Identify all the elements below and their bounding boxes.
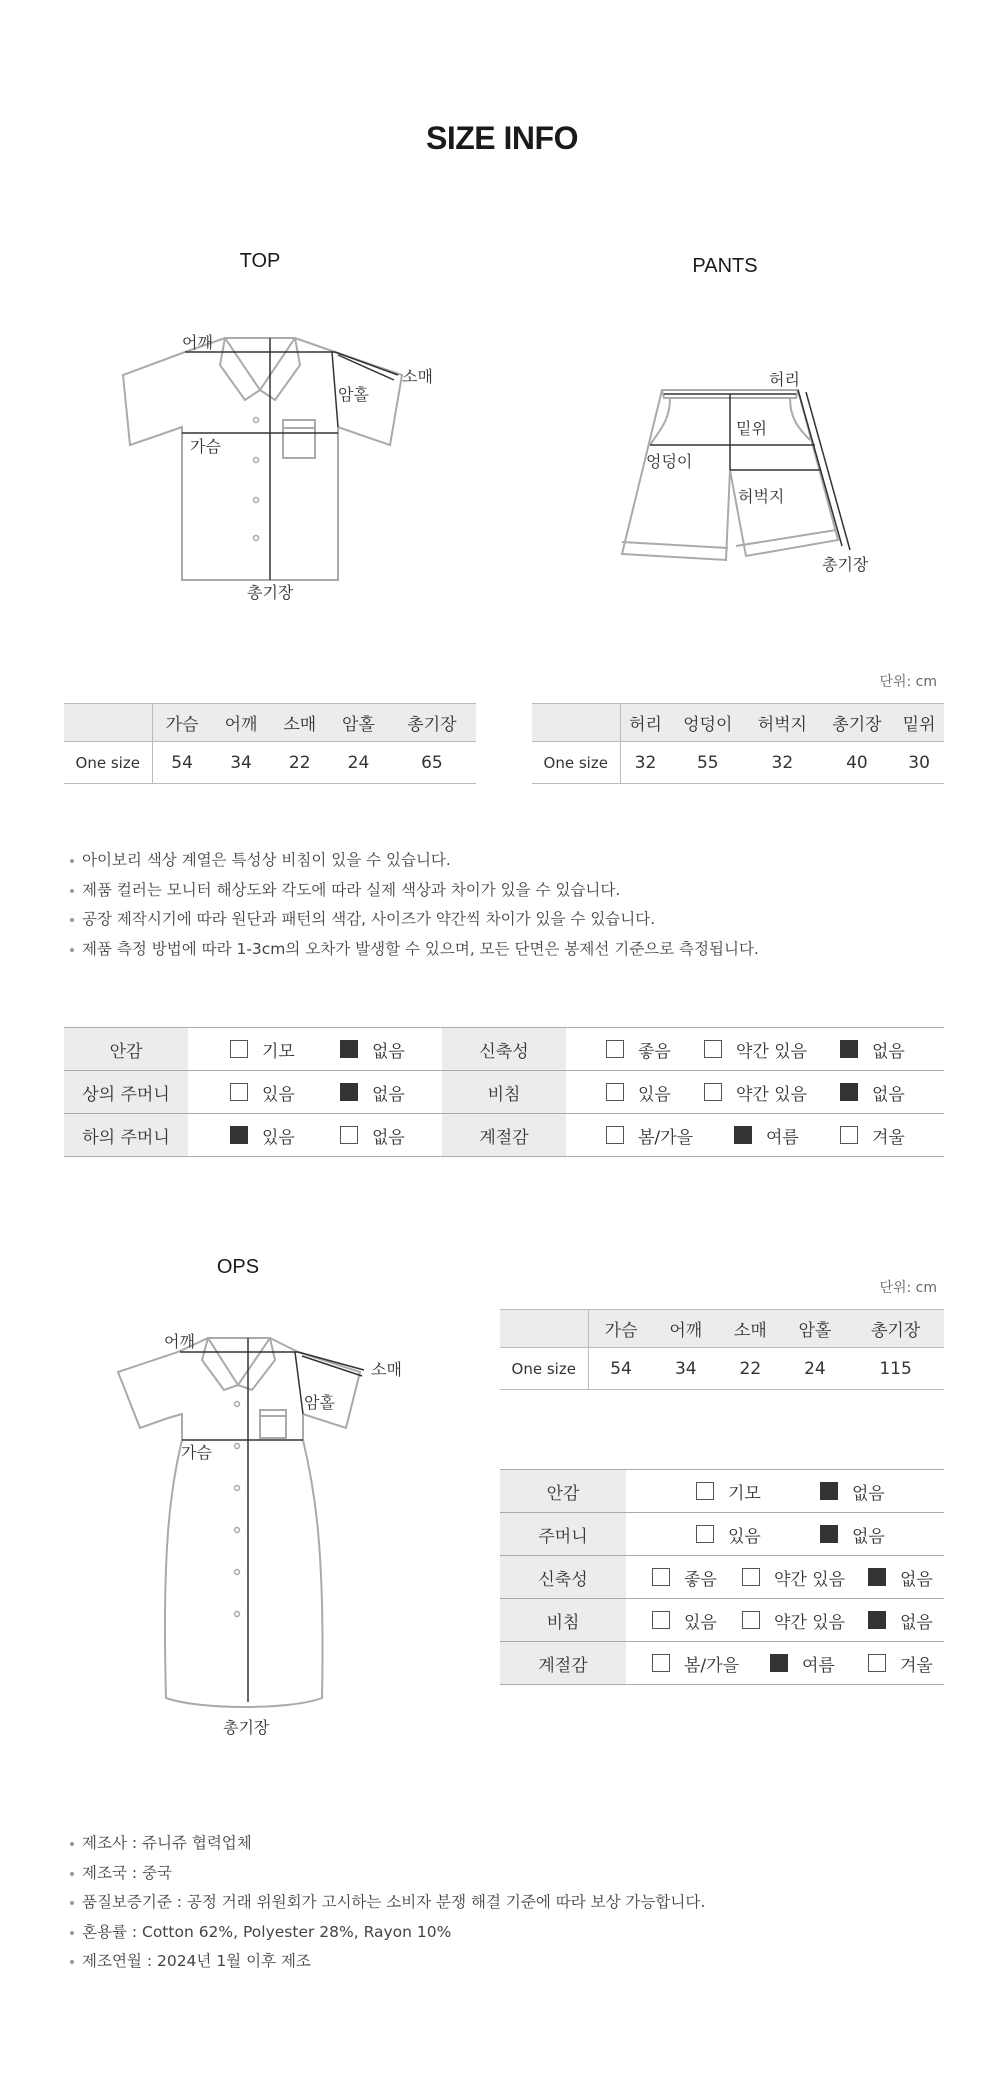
option-spring-fall[interactable]	[606, 1123, 734, 1148]
list-item: 제품 컬러는 모니터 해상도와 각도에 따라 실제 색상과 차이가 있을 수 있습니다.	[68, 876, 948, 906]
table-corner	[500, 1310, 588, 1348]
attr-label-sheerness: 비침	[442, 1071, 566, 1114]
top-value-chest: 54	[152, 742, 212, 784]
checkbox-icon	[652, 1654, 670, 1672]
option-fleece[interactable]	[230, 1037, 340, 1062]
option-none[interactable]	[840, 1037, 905, 1062]
ops-chest-label: 가슴	[181, 1443, 212, 1462]
option-none[interactable]	[340, 1080, 405, 1105]
ops-sleeve-label: 소매	[371, 1360, 402, 1379]
option-label: 있음	[262, 1127, 295, 1148]
option-label: 없음	[900, 1569, 933, 1590]
option-fleece[interactable]	[696, 1479, 820, 1504]
checkbox-icon	[230, 1040, 248, 1058]
table-row	[500, 1348, 944, 1390]
ops-attr-label-sheerness: 비침	[500, 1599, 626, 1642]
table-row	[64, 1071, 944, 1114]
pants-row-label: One size	[532, 742, 620, 784]
pants-header-thigh: 허벅지	[745, 704, 820, 742]
option-none[interactable]	[340, 1037, 405, 1062]
checkbox-checked-icon	[770, 1654, 788, 1672]
set-attribute-table	[64, 1027, 944, 1157]
option-winter[interactable]	[868, 1651, 933, 1676]
page-title: SIZE INFO	[426, 120, 578, 156]
top-shirt-diagram	[120, 330, 420, 590]
option-label: 여름	[802, 1655, 835, 1676]
ops-attr-label-season: 계절감	[500, 1642, 626, 1685]
option-label: 봄/가을	[638, 1127, 693, 1148]
top-shoulder-label: 어깨	[182, 333, 213, 352]
option-yes[interactable]	[606, 1080, 704, 1105]
ops-header-length: 총기장	[847, 1310, 944, 1348]
ops-value-length: 115	[847, 1348, 944, 1390]
option-label: 있음	[262, 1084, 295, 1105]
ops-header-shoulder: 어깨	[654, 1310, 719, 1348]
option-label: 있음	[728, 1526, 761, 1547]
option-label: 약간 있음	[736, 1041, 808, 1062]
option-slight[interactable]	[742, 1565, 868, 1590]
ops-value-shoulder: 34	[654, 1348, 719, 1390]
option-label: 좋음	[684, 1569, 717, 1590]
checkbox-icon	[742, 1568, 760, 1586]
pants-value-thigh: 32	[745, 742, 820, 784]
table-row	[500, 1556, 944, 1599]
ops-armhole-label: 암홀	[304, 1393, 335, 1412]
pants-value-hip: 55	[670, 742, 745, 784]
list-item: 품질보증기준 : 공정 거래 위원회가 고시하는 소비자 분쟁 해결 기준에 따라 보상 가능합니다.	[68, 1888, 948, 1918]
option-label: 있음	[684, 1612, 717, 1633]
top-value-shoulder: 34	[212, 742, 271, 784]
ops-header-armhole: 암홀	[783, 1310, 848, 1348]
option-label: 없음	[852, 1526, 885, 1547]
top-value-length: 65	[388, 742, 476, 784]
top-sleeve-label: 소매	[402, 367, 433, 386]
pants-label: PANTS	[692, 255, 758, 277]
option-yes[interactable]	[230, 1080, 340, 1105]
option-spring-fall[interactable]	[652, 1651, 770, 1676]
option-winter[interactable]	[840, 1123, 905, 1148]
option-label: 겨울	[900, 1655, 933, 1676]
top-length-label: 총기장	[247, 583, 294, 602]
ops-value-chest: 54	[588, 1348, 654, 1390]
option-label: 약간 있음	[774, 1569, 846, 1590]
pants-rise-label: 밑위	[736, 419, 767, 438]
checkbox-icon	[704, 1040, 722, 1058]
option-label: 없음	[872, 1041, 905, 1062]
option-yes[interactable]	[696, 1522, 820, 1547]
ops-shoulder-label: 어깨	[164, 1332, 195, 1351]
top-header-shoulder: 어깨	[212, 704, 271, 742]
option-label: 약간 있음	[736, 1084, 808, 1105]
option-none[interactable]	[868, 1565, 933, 1590]
ops-value-sleeve: 22	[718, 1348, 783, 1390]
notes-list	[68, 846, 948, 964]
option-label: 기모	[728, 1483, 761, 1504]
checkbox-checked-icon	[868, 1568, 886, 1586]
ops-value-armhole: 24	[783, 1348, 848, 1390]
ops-length-label: 총기장	[223, 1718, 270, 1737]
checkbox-checked-icon	[734, 1126, 752, 1144]
option-label: 겨울	[872, 1127, 905, 1148]
option-slight[interactable]	[704, 1037, 840, 1062]
checkbox-icon	[606, 1083, 624, 1101]
checkbox-checked-icon	[820, 1482, 838, 1500]
option-label: 없음	[372, 1041, 405, 1062]
option-none[interactable]	[840, 1080, 905, 1105]
option-label: 없음	[872, 1084, 905, 1105]
pants-value-rise: 30	[894, 742, 944, 784]
option-none[interactable]	[340, 1123, 405, 1148]
table-row	[64, 1114, 944, 1157]
ops-header-chest: 가슴	[588, 1310, 654, 1348]
table-corner	[64, 704, 152, 742]
table-row	[532, 742, 944, 784]
pants-value-waist: 32	[620, 742, 670, 784]
option-none[interactable]	[820, 1479, 885, 1504]
attr-label-season: 계절감	[442, 1114, 566, 1157]
pants-header-rise: 밑위	[894, 704, 944, 742]
ops-header-sleeve: 소매	[718, 1310, 783, 1348]
option-label: 기모	[262, 1041, 295, 1062]
checkbox-icon	[606, 1040, 624, 1058]
table-row	[500, 1599, 944, 1642]
attr-label-stretch: 신축성	[442, 1028, 566, 1071]
ops-label: OPS	[216, 1256, 260, 1278]
checkbox-checked-icon	[840, 1040, 858, 1058]
option-label: 없음	[852, 1483, 885, 1504]
list-item: 제품 측정 방법에 따라 1-3cm의 오차가 발생할 수 있으며, 모든 단면은 봉제선 기준으로 측정됩니다.	[68, 935, 948, 965]
table-row	[500, 1513, 944, 1556]
option-yes[interactable]	[230, 1123, 340, 1148]
list-item: 공장 제작시기에 따라 원단과 패턴의 색감, 사이즈가 약간씩 차이가 있을 수 있습니다.	[68, 905, 948, 935]
pants-header-hip: 엉덩이	[670, 704, 745, 742]
top-value-sleeve: 22	[270, 742, 329, 784]
option-slight[interactable]	[704, 1080, 840, 1105]
ops-dress-diagram	[110, 1330, 380, 1710]
option-summer[interactable]	[734, 1123, 840, 1148]
top-size-table	[64, 703, 476, 784]
option-label: 약간 있음	[774, 1612, 846, 1633]
checkbox-icon	[652, 1611, 670, 1629]
checkbox-icon	[742, 1611, 760, 1629]
top-chest-label: 가슴	[190, 437, 221, 456]
list-item: 제조연월 : 2024년 1월 이후 제조	[68, 1947, 948, 1977]
checkbox-checked-icon	[340, 1040, 358, 1058]
checkbox-icon	[340, 1126, 358, 1144]
list-item: 제조국 : 중국	[68, 1859, 948, 1889]
pants-size-table	[532, 703, 944, 784]
checkbox-icon	[696, 1525, 714, 1543]
checkbox-icon	[704, 1083, 722, 1101]
pants-thigh-label: 허벅지	[738, 487, 785, 506]
option-none[interactable]	[868, 1608, 933, 1633]
attr-label-lining: 안감	[64, 1028, 188, 1071]
checkbox-icon	[868, 1654, 886, 1672]
pants-waist-label: 허리	[769, 370, 800, 389]
table-row	[64, 742, 476, 784]
option-label: 없음	[900, 1612, 933, 1633]
top-armhole-label: 암홀	[338, 385, 369, 404]
pants-diagram	[600, 370, 880, 570]
option-slight[interactable]	[742, 1608, 868, 1633]
list-item: 제조사 : 쥬니쥬 협력업체	[68, 1829, 948, 1859]
attr-label-bottom-pocket: 하의 주머니	[64, 1114, 188, 1157]
ops-attribute-table	[500, 1469, 944, 1685]
pants-value-length: 40	[820, 742, 895, 784]
top-header-sleeve: 소매	[270, 704, 329, 742]
pants-header-waist: 허리	[620, 704, 670, 742]
table-corner	[532, 704, 620, 742]
ops-attr-label-pocket: 주머니	[500, 1513, 626, 1556]
pants-header-length: 총기장	[820, 704, 895, 742]
option-label: 봄/가을	[684, 1655, 739, 1676]
ops-size-table	[500, 1309, 944, 1390]
pants-hip-label: 엉덩이	[646, 452, 693, 471]
option-good[interactable]	[652, 1565, 742, 1590]
top-value-armhole: 24	[329, 742, 388, 784]
table-row	[500, 1470, 944, 1513]
pants-length-label: 총기장	[822, 555, 869, 574]
top-label: TOP	[239, 250, 281, 272]
checkbox-checked-icon	[840, 1083, 858, 1101]
ops-row-label: One size	[500, 1348, 588, 1390]
option-none[interactable]	[820, 1522, 885, 1547]
checkbox-checked-icon	[820, 1525, 838, 1543]
ops-attr-label-stretch: 신축성	[500, 1556, 626, 1599]
list-item: 아이보리 색상 계열은 특성상 비침이 있을 수 있습니다.	[68, 846, 948, 876]
option-label: 여름	[766, 1127, 799, 1148]
checkbox-icon	[696, 1482, 714, 1500]
checkbox-checked-icon	[868, 1611, 886, 1629]
option-yes[interactable]	[652, 1608, 742, 1633]
checkbox-checked-icon	[230, 1126, 248, 1144]
checkbox-icon	[606, 1126, 624, 1144]
checkbox-icon	[652, 1568, 670, 1586]
option-label: 있음	[638, 1084, 671, 1105]
option-label: 없음	[372, 1084, 405, 1105]
list-item: 혼용률 : Cotton 62%, Polyester 28%, Rayon 10%	[68, 1918, 948, 1948]
option-label: 좋음	[638, 1041, 671, 1062]
product-info-list	[68, 1829, 948, 1977]
ops-attr-label-lining: 안감	[500, 1470, 626, 1513]
top-header-length: 총기장	[388, 704, 476, 742]
option-good[interactable]	[606, 1037, 704, 1062]
table-row	[64, 1028, 944, 1071]
top-header-chest: 가슴	[152, 704, 212, 742]
ops-unit-label: 단위: cm	[879, 1280, 937, 1296]
top-row-label: One size	[64, 742, 152, 784]
option-label: 없음	[372, 1127, 405, 1148]
table-row	[500, 1642, 944, 1685]
checkbox-icon	[230, 1083, 248, 1101]
pants-unit-label: 단위: cm	[879, 674, 937, 690]
attr-label-top-pocket: 상의 주머니	[64, 1071, 188, 1114]
checkbox-checked-icon	[340, 1083, 358, 1101]
checkbox-icon	[840, 1126, 858, 1144]
top-header-armhole: 암홀	[329, 704, 388, 742]
option-summer[interactable]	[770, 1651, 868, 1676]
